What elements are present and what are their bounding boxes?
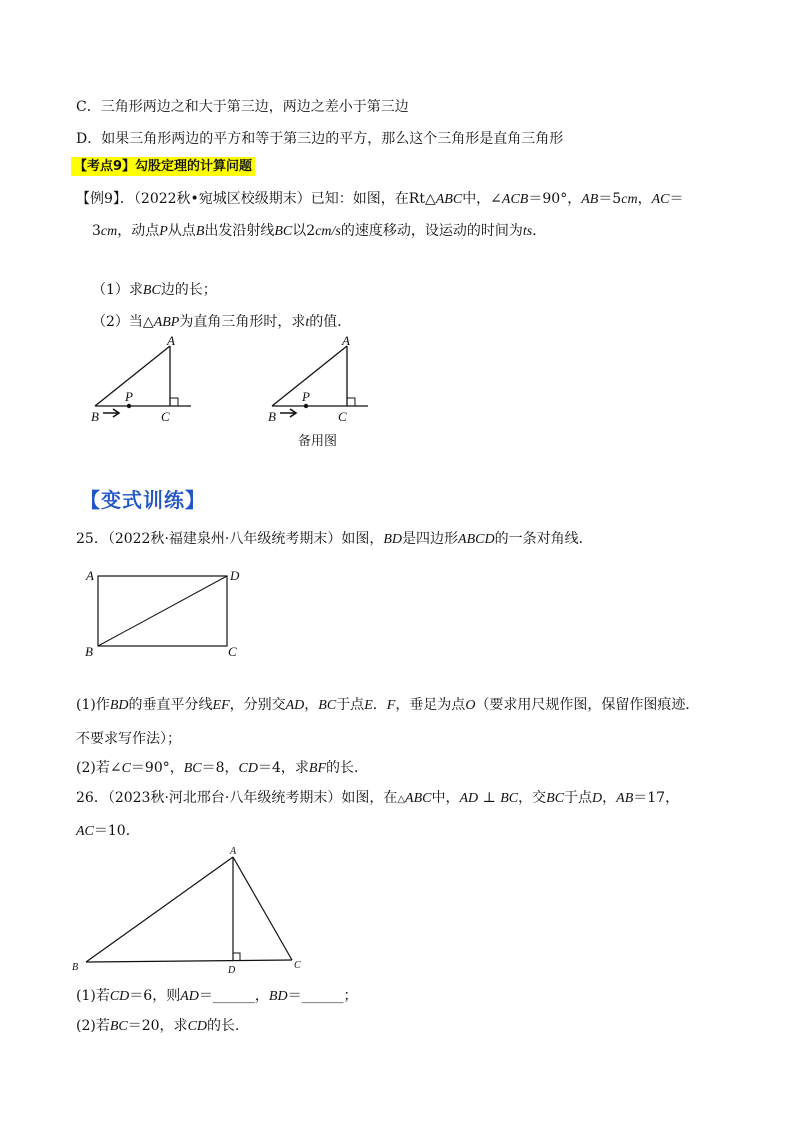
problem-25-question-1-line-1: (1)作BD的垂直平分线EF，分别交AD，BC于点E．F，垂足为点O（要求用尺规作图，保留作图痕迹． <box>76 697 700 713</box>
label-p: P <box>125 389 133 404</box>
problem-26-question-2: (2)若BC＝20，求CD的长． <box>76 1018 250 1034</box>
problem-25-figure <box>82 566 252 660</box>
problem-26-figure <box>66 842 316 977</box>
problem-25-stem: 25．（2022秋·福建泉州·八年级统考期末）如图，BD是四边形ABCD的一条对角线． <box>76 531 593 547</box>
label-a: A <box>342 333 350 348</box>
label-c: C <box>228 644 237 659</box>
label-b: B <box>72 962 79 973</box>
problem-26-stem-line-1: 26．（2023秋·河北邢台·八年级统考期末）如图，在△ABC中，AD ⊥ BC，交BC于点D，AB＝17， <box>76 790 680 806</box>
label-d: D <box>230 568 240 583</box>
spare-figure-caption: 备用图 <box>298 434 338 449</box>
kaodian-tag: 【考点9】勾股定理的计算问题 <box>71 157 255 176</box>
problem-25-question-1-line-2: 不要求写作法）； <box>76 731 181 747</box>
label-c: C <box>338 409 347 424</box>
label-a: A <box>86 568 94 583</box>
label-d: D <box>228 965 236 976</box>
problem-26-question-1: (1)若CD＝6，则AD＝______，BD＝______； <box>76 988 358 1004</box>
example-line-1: 【例9】．（2022秋•宛城区校级期末）已知：如图，在Rt△ABC中，∠ACB＝90°，AB＝5cm，AC＝ <box>76 191 684 207</box>
example-figure-spare <box>262 330 382 425</box>
label-b: B <box>91 409 99 424</box>
label-b: B <box>268 409 276 424</box>
example-question-1: （1）求BC边的长； <box>92 282 217 298</box>
example-figure-main <box>85 330 205 425</box>
label-a: A <box>230 846 237 857</box>
option-c: C．三角形两边之和大于第三边，两边之差小于第三边 <box>76 99 409 115</box>
problem-26-stem-line-2: AC＝10． <box>76 823 140 839</box>
example-question-2: （2）当△ABP为直角三角形时，求t的值． <box>92 314 352 330</box>
problem-25-question-2: (2)若∠C＝90°，BC＝8，CD＝4，求BF的长． <box>76 760 369 776</box>
option-d: D．如果三角形两边的平方和等于第三边的平方，那么这个三角形是直角三角形 <box>76 131 564 147</box>
section-title: 【变式训练】 <box>80 488 206 512</box>
label-a: A <box>167 333 175 348</box>
label-b: B <box>85 644 93 659</box>
label-c: C <box>294 960 301 971</box>
example-line-2: 3cm，动点P从点B出发沿射线BC以2cm/s的速度移动，设运动的时间为ts． <box>92 223 547 239</box>
label-c: C <box>161 409 170 424</box>
label-p: P <box>302 389 310 404</box>
